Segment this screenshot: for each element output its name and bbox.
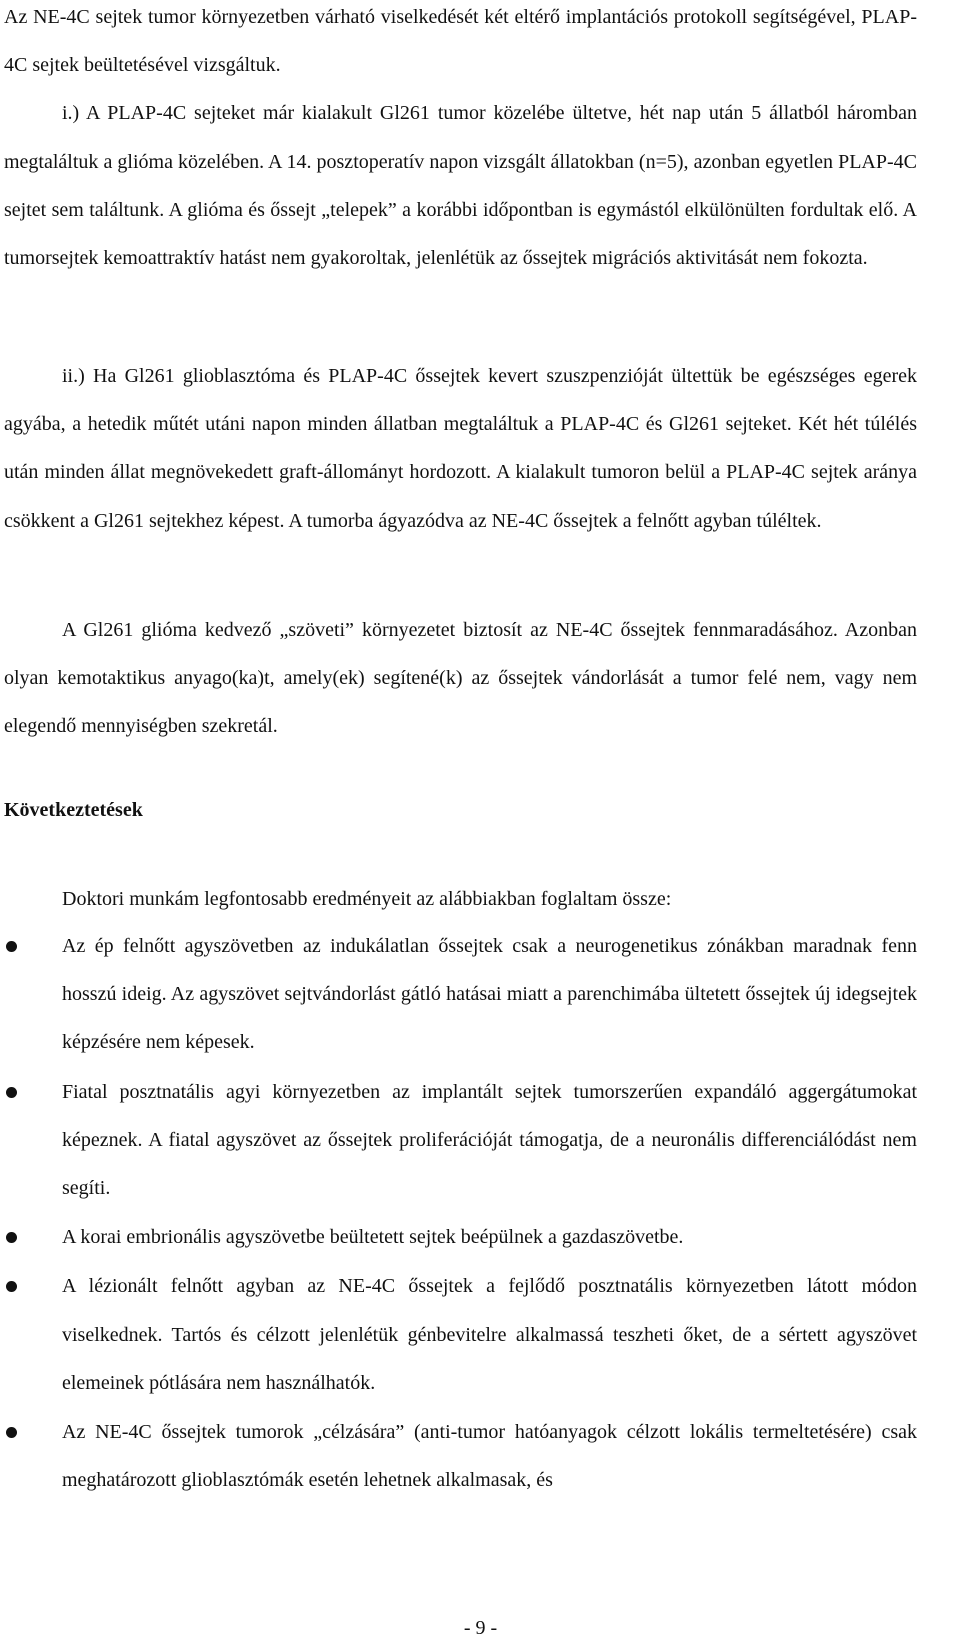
page-number: - 9 - — [463, 1617, 498, 1639]
list-item-text: Az NE-4C őssejtek tumorok „célzására” (anti-tumor hatóanyagok célzott lokális termeltetésére) csak meghatározott glioblasztómák esetén lehetnek alkalmasak, és — [62, 1421, 917, 1492]
conclusions-intro: Doktori munkám legfontosabb eredményeit az alábbiakban foglaltam össze: — [62, 888, 672, 910]
section-heading-conclusions: Következtetések — [4, 799, 143, 821]
bullet-icon — [6, 1087, 17, 1098]
conclusions-list — [4, 922, 917, 1505]
paragraph-protocol-i: i.) A PLAP-4C sejteket már kialakult Gl261 tumor közelébe ültetve, hét nap után 5 állatból háromban megtaláltuk a glióma közelében. A 14. posztoperatív napon vizsgált állatokban (n=5), azonban egyetlen PLAP-4C sejtet sem találtunk. A glióma és őssejt „telepek” a korábbi időpontban is egymástól elkülönülten fordultak elő. A tumorsejtek kemoattraktív hatást nem gyakoroltak, jelenlétük az őssejtek migrációs aktivitását nem fokozta. — [4, 102, 917, 270]
list-item-text: A lézionált felnőtt agyban az NE-4C őssejtek a fejlődő posztnatális környezetben látott módon viselkednek. Tartós és célzott jelenlétük génbevitelre alkalmassá teszheti őket, de a sértett agyszövet elemeinek pótlására nem használhatók. — [62, 1275, 917, 1394]
bullet-icon — [6, 1232, 17, 1243]
list-item-text: A korai embrionális agyszövetbe beültetett sejtek beépülnek a gazdaszövetbe. — [62, 1226, 684, 1249]
list-item — [4, 1408, 917, 1504]
bullet-icon — [6, 941, 17, 952]
list-item-text: Az ép felnőtt agyszövetben az indukálatlan őssejtek csak a neurogenetikus zónákban maradnak fenn hosszú ideig. Az agyszövet sejtvándorlást gátló hatásai miatt a parenchimába ültetett őssejtek új idegsejtek képzésére nem képesek. — [62, 935, 917, 1054]
bullet-icon — [6, 1427, 17, 1438]
paragraph-summary: A Gl261 glióma kedvező „szöveti” környezetet biztosít az NE-4C őssejtek fennmaradásához. Azonban olyan kemotaktikus anyago(ka)t, amely(ek) segítené(k) az őssejtek vándorlását a tumor felé nem, vagy nem elegendő mennyiségben szekretál. — [4, 619, 917, 738]
list-item-text: Fiatal posztnatális agyi környezetben az implantált sejtek tumorszerűen expandáló aggergátumokat képeznek. A fiatal agyszövet az őssejtek proliferációját támogatja, de a neuronális differenciálódást nem segíti. — [62, 1080, 917, 1200]
list-item — [4, 1262, 917, 1407]
list-item — [4, 1213, 917, 1261]
bullet-icon — [6, 1281, 17, 1292]
body-text-block — [4, 0, 917, 282]
paragraph-protocol-ii: ii.) Ha Gl261 glioblasztóma és PLAP-4C őssejtek kevert szuszpenzióját ültettük be egészséges egerek agyába, a hetedik műtét utáni napon minden állatban megtaláltuk a PLAP-4C és Gl261 sejteket. Két hét túlélés után minden állat megnövekedett graft-állományt hordozott. A kialakult tumoron belül a PLAP-4C sejtek aránya csökkent a Gl261 sejtekhez képest. A tumorba ágyazódva az NE-4C őssejtek a felnőtt agyban túléltek. — [4, 365, 917, 532]
body-text-block-3 — [4, 606, 917, 751]
body-text-block-2 — [4, 352, 917, 545]
list-item — [4, 922, 917, 1067]
paragraph-intro: Az NE-4C sejtek tumor környezetben várható viselkedését két eltérő implantációs protokoll segítségével, PLAP-4C sejtek beültetésével vizsgáltuk. — [4, 6, 917, 77]
list-item — [4, 1068, 917, 1213]
